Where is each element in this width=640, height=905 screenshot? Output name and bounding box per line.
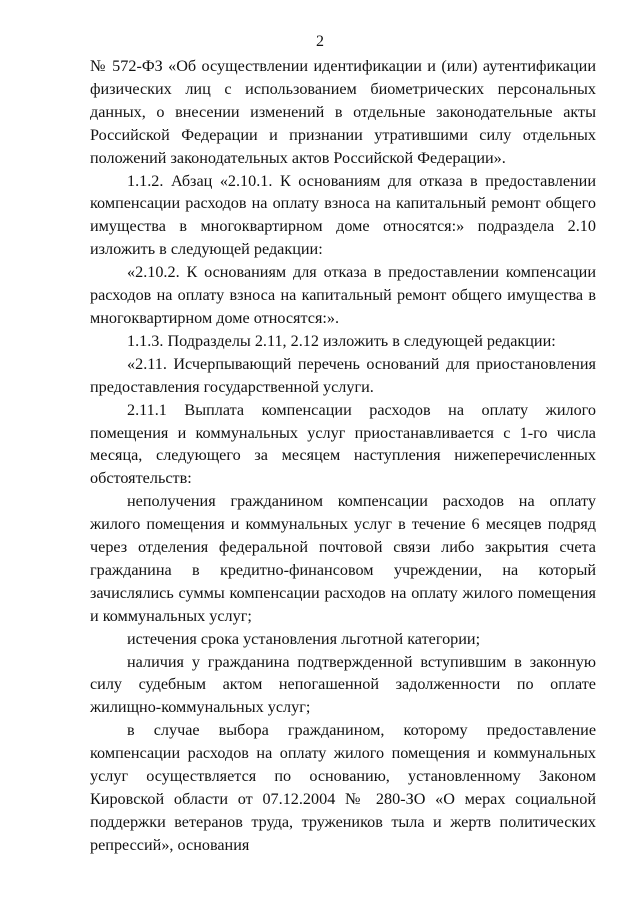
- paragraph-choice-case: в случае выбора гражданином, которому предоставление компенсации расходов на оплату жилого помещения и коммунальных услуг осуществляется по основанию, установленному Законом Кировской области от 07.12.2004 № 280-ЗО «О мерах социальной поддержки ветеранов труда, тружеников тыла и жертв политических репрессий», основания: [90, 721, 596, 854]
- paragraph-1-1-3: 1.1.3. Подразделы 2.11, 2.12 изложить в следующей редакции:: [127, 331, 556, 350]
- paragraph-2-11: «2.11. Исчерпывающий перечень оснований для приостановления предоставления государственной услуги.: [90, 354, 596, 396]
- paragraph-category-expiry: истечения срока установления льготной категории;: [127, 629, 481, 648]
- paragraph-1-1-2: 1.1.2. Абзац «2.10.1. К основаниям для отказа в предоставлении компенсации расходов на оплату взноса на капитальный ремонт общего имущества в многоквартирном доме относятся:» подраздела 2.10 изложить в следующей редакции:: [90, 171, 596, 259]
- document-body: [90, 55, 596, 857]
- paragraph-nonreceipt: неполучения гражданином компенсации расходов на оплату жилого помещения и коммунальных услуг в течение 6 месяцев подряд через отделения федеральной почтовой связи либо закрытия счета гражданина в кредитно-финансовом учреждении, на который зачислялись суммы компенсации расходов на оплату жилого помещения и коммунальных услуг;: [90, 492, 596, 625]
- page-number: 2: [316, 33, 324, 50]
- paragraph-law-reference: № 572-ФЗ «Об осуществлении идентификации и (или) аутентификации физических лиц с использованием биометрических персональных данных, о внесении изменений в отдельные законодательные акты Российской Федерации и признании утратившими силу отдельных положений законодательных актов Российской Федерации».: [90, 57, 596, 167]
- paragraph-2-11-1: 2.11.1 Выплата компенсации расходов на оплату жилого помещения и коммунальных услуг приостанавливается с 1-го числа месяца, следующего за месяцем наступления нижеперечисленных обстоятельств:: [90, 400, 596, 488]
- paragraph-debt: наличия у гражданина подтвержденной вступившим в законную силу судебным актом непогашенной задолженности по оплате жилищно-коммунальных услуг;: [90, 652, 596, 717]
- paragraph-2-10-2: «2.10.2. К основаниям для отказа в предоставлении компенсации расходов на оплату взноса на капитальный ремонт общего имущества в многоквартирном доме относятся:».: [90, 263, 596, 327]
